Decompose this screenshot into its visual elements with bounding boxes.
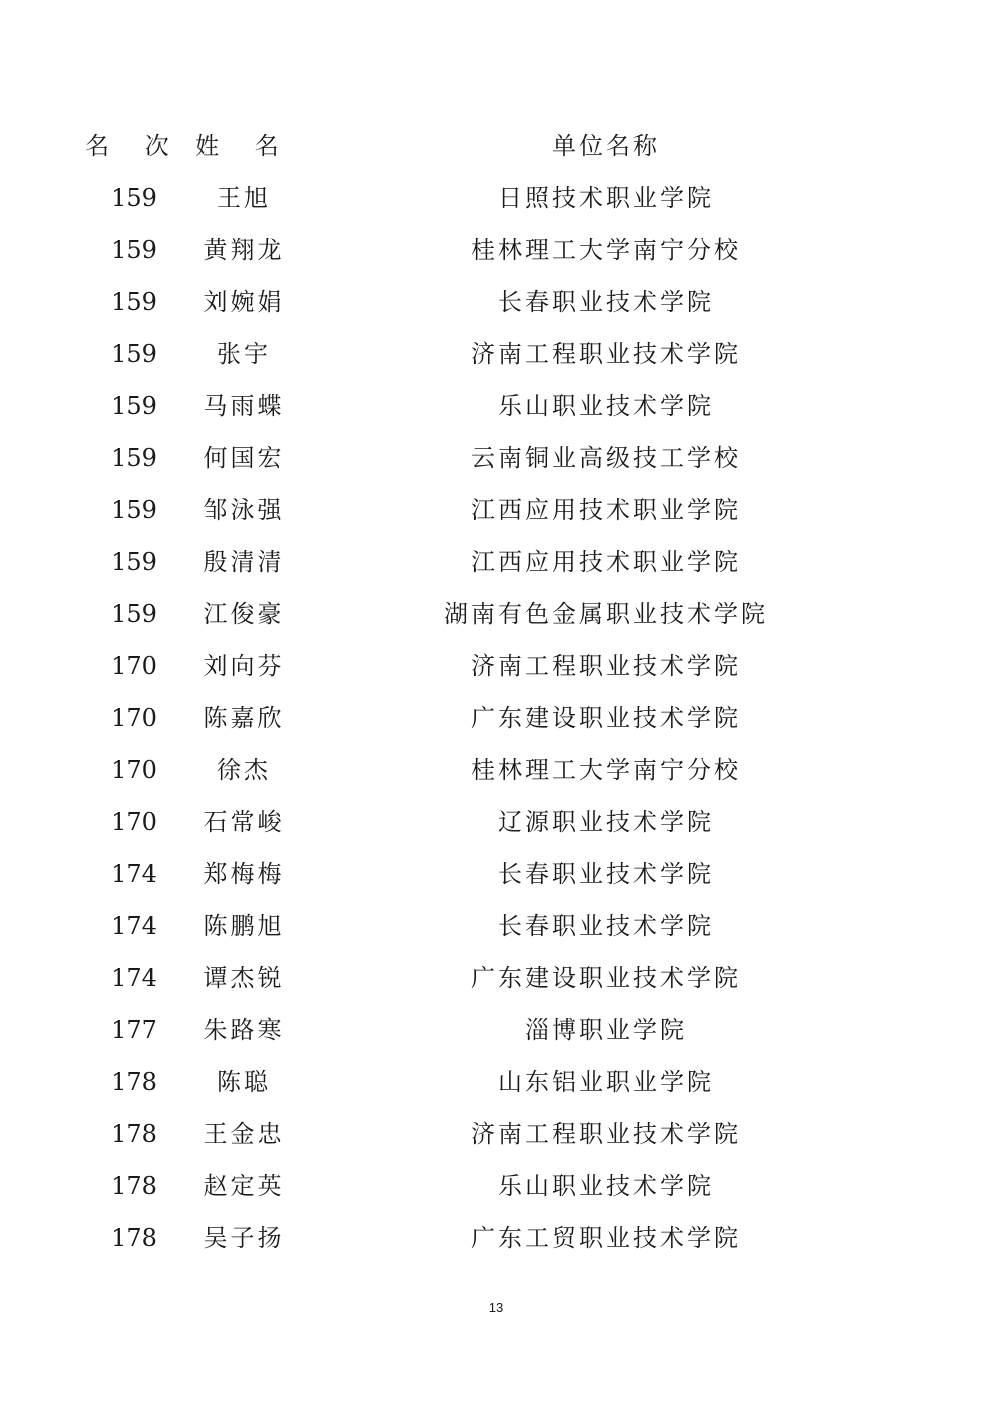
unit-cell: 济南工程职业技术学院 [471, 1120, 741, 1148]
rank-cell: 174 [111, 964, 157, 992]
unit-cell: 江西应用技术职业学院 [471, 496, 741, 524]
table-row [0, 588, 992, 640]
rank-cell: 170 [111, 704, 157, 732]
unit-cell: 桂林理工大学南宁分校 [471, 236, 741, 264]
unit-cell: 江西应用技术职业学院 [471, 548, 741, 576]
table-header-row [0, 120, 992, 172]
name-cell: 朱路寒 [203, 1016, 285, 1044]
rank-cell: 159 [111, 496, 157, 524]
table-row [0, 380, 992, 432]
unit-cell: 广东建设职业技术学院 [471, 704, 741, 732]
rank-cell: 170 [111, 756, 157, 784]
unit-cell: 广东工贸职业技术学院 [471, 1224, 741, 1252]
unit-cell: 辽源职业技术学院 [498, 808, 714, 836]
rank-cell: 159 [111, 236, 157, 264]
unit-cell: 湖南有色金属职业技术学院 [444, 600, 768, 628]
unit-cell: 云南铜业高级技工学校 [471, 444, 741, 472]
name-cell: 王旭 [217, 184, 271, 212]
table-row [0, 848, 992, 900]
name-cell: 郑梅梅 [203, 860, 285, 888]
rank-cell: 159 [111, 288, 157, 316]
rank-cell: 170 [111, 652, 157, 680]
rank-cell: 178 [111, 1224, 157, 1252]
name-cell: 吴子扬 [203, 1224, 285, 1252]
unit-cell: 长春职业技术学院 [498, 288, 714, 316]
rank-cell: 178 [111, 1120, 157, 1148]
name-cell: 陈鹏旭 [203, 912, 285, 940]
unit-cell: 济南工程职业技术学院 [471, 652, 741, 680]
unit-cell: 乐山职业技术学院 [498, 1172, 714, 1200]
unit-cell: 长春职业技术学院 [498, 860, 714, 888]
unit-cell: 日照技术职业学院 [498, 184, 714, 212]
unit-cell: 广东建设职业技术学院 [471, 964, 741, 992]
table-row [0, 900, 992, 952]
table-row [0, 1212, 992, 1264]
unit-cell: 山东铝业职业学院 [498, 1068, 714, 1096]
name-cell: 张宇 [217, 340, 271, 368]
header-rank: 名 次 [85, 132, 183, 160]
table-row [0, 536, 992, 588]
rank-cell: 159 [111, 184, 157, 212]
table-row [0, 276, 992, 328]
name-cell: 刘婉娟 [203, 288, 285, 316]
unit-cell: 乐山职业技术学院 [498, 392, 714, 420]
header-name: 姓 名 [195, 132, 293, 160]
unit-cell: 济南工程职业技术学院 [471, 340, 741, 368]
table-row [0, 328, 992, 380]
table-row [0, 172, 992, 224]
rank-cell: 177 [111, 1016, 157, 1044]
name-cell: 马雨蝶 [203, 392, 285, 420]
name-cell: 刘向芬 [203, 652, 285, 680]
table-row [0, 1056, 992, 1108]
name-cell: 赵定英 [203, 1172, 285, 1200]
table-row [0, 640, 992, 692]
rank-cell: 159 [111, 600, 157, 628]
rank-cell: 159 [111, 340, 157, 368]
table-row [0, 484, 992, 536]
page-number: 13 [488, 1300, 504, 1315]
table-row [0, 1004, 992, 1056]
name-cell: 邹泳强 [203, 496, 285, 524]
name-cell: 石常峻 [203, 808, 285, 836]
table-row [0, 1108, 992, 1160]
table-row [0, 796, 992, 848]
name-cell: 何国宏 [203, 444, 285, 472]
table-row [0, 692, 992, 744]
ranking-table [0, 120, 992, 1264]
rank-cell: 178 [111, 1172, 157, 1200]
table-row [0, 952, 992, 1004]
table-row [0, 1160, 992, 1212]
rank-cell: 174 [111, 912, 157, 940]
name-cell: 王金忠 [203, 1120, 285, 1148]
table-row [0, 432, 992, 484]
name-cell: 陈聪 [217, 1068, 271, 1096]
rank-cell: 159 [111, 548, 157, 576]
name-cell: 黄翔龙 [203, 236, 285, 264]
header-unit: 单位名称 [552, 132, 660, 160]
name-cell: 殷清清 [203, 548, 285, 576]
rank-cell: 174 [111, 860, 157, 888]
unit-cell: 淄博职业学院 [525, 1016, 687, 1044]
table-row [0, 224, 992, 276]
name-cell: 江俊豪 [203, 600, 285, 628]
name-cell: 徐杰 [217, 756, 271, 784]
table-row [0, 744, 992, 796]
rank-cell: 159 [111, 444, 157, 472]
name-cell: 陈嘉欣 [203, 704, 285, 732]
unit-cell: 桂林理工大学南宁分校 [471, 756, 741, 784]
rank-cell: 170 [111, 808, 157, 836]
rank-cell: 178 [111, 1068, 157, 1096]
unit-cell: 长春职业技术学院 [498, 912, 714, 940]
name-cell: 谭杰锐 [203, 964, 285, 992]
rank-cell: 159 [111, 392, 157, 420]
